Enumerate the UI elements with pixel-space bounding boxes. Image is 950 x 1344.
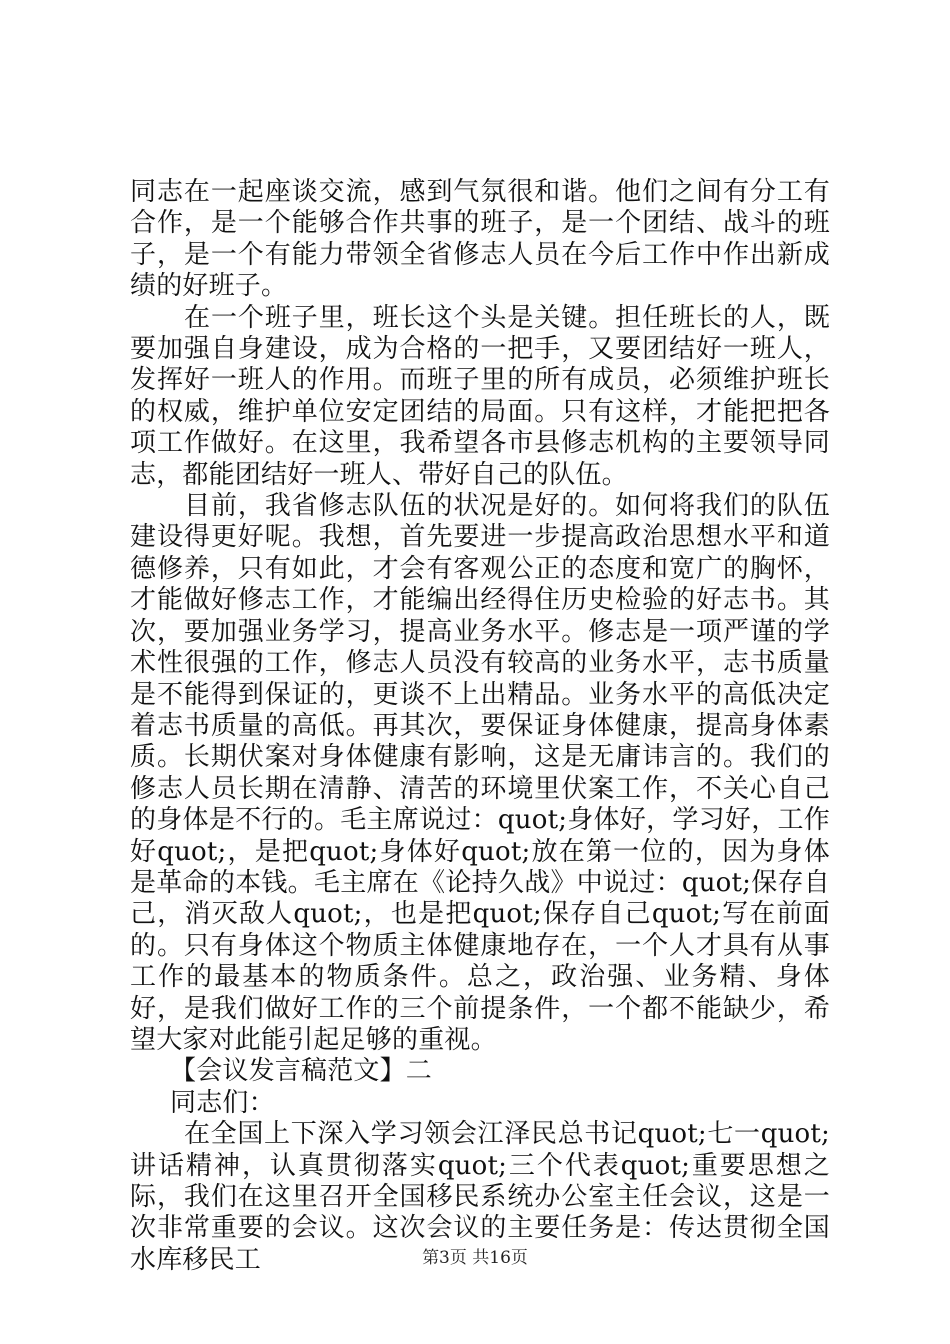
page-footer: 第3页 共16页 (422, 1248, 528, 1268)
paragraph-2: 在一个班子里，班长这个头是关键。担任班长的人，既要加强自身建设，成为合格的一把手，又要团结好一班人，发挥好一班人的作用。而班子里的所有成员，必须维护班长的权威，维护单位安定团结的局面。只有这样，才能把把各项工作做好。在这里，我希望各市县修志机构的主要领导同志，都能团结好一班人、带好自己的队伍。 (130, 302, 830, 490)
paragraph-4: 在全国上下深入学习领会江泽民总书记quot;七一quot;讲话精神，认真贯彻落实quot;三个代表quot;重要思想之际，我们在这里召开全国移民系统办公室主任会议，这是一次非常重要的会议。这次会议的主要任务是：传达贯彻全国水库移民工 (130, 1119, 830, 1275)
salutation: 同志们： (170, 1087, 275, 1118)
section-heading: 【会议发言稿范文】二 (170, 1056, 433, 1087)
paragraph-1: 同志在一起座谈交流，感到气氛很和谐。他们之间有分工有合作，是一个能够合作共事的班子，是一个团结、战斗的班子，是一个有能力带领全省修志人员在今后工作中作出新成绩的好班子。 (130, 177, 830, 302)
document-body (130, 177, 830, 1276)
paragraph-3: 目前，我省修志队伍的状况是好的。如何将我们的队伍建设得更好呢。我想，首先要进一步提高政治思想水平和道德修养，只有如此，才会有客观公正的态度和宽广的胸怀，才能做好修志工作，才能编出经得住历史检验的好志书。其次，要加强业务学习，提高业务水平。修志是一项严谨的学术性很强的工作，修志人员没有较高的业务水平，志书质量是不能得到保证的，更谈不上出精品。业务水平的高低决定着志书质量的高低。再其次，要保证身体健康，提高身体素质。长期伏案对身体健康有影响，这是无庸讳言的。我们的修志人员长期在清静、清苦的环境里伏案工作，不关心自己的身体是不行的。毛主席说过：quot;身体好，学习好，工作好quot;，是把quot;身体好quot;放在第一位的，因为身体是革命的本钱。毛主席在《论持久战》中说过：quot;保存自己，消灭敌人quot;，也是把quot;保存自己quot;写在前面的。只有身体这个物质主体健康地存在，一个人才具有从事工作的最基本的物质条件。总之，政治强、业务精、身体好，是我们做好工作的三个前提条件，一个都不能缺少，希望大家对此能引起足够的重视。 (130, 491, 830, 1055)
